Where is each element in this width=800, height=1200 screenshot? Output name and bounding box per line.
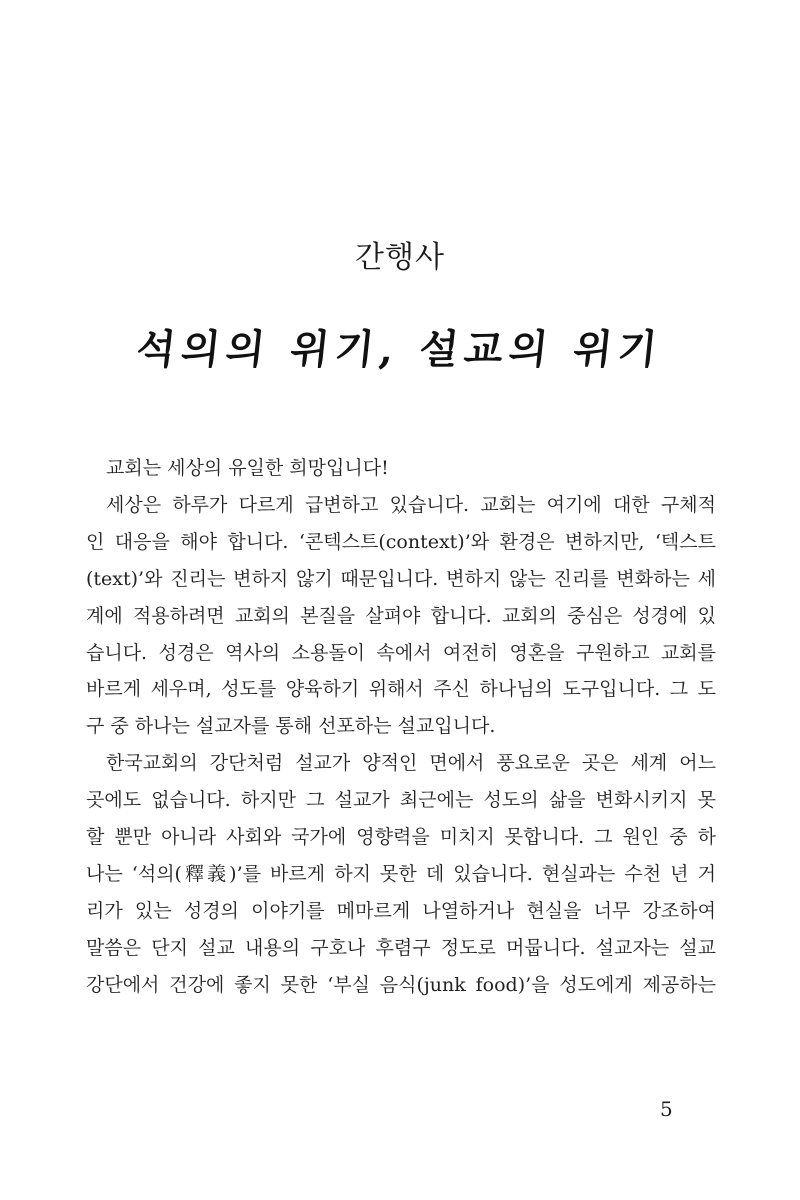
text-line: 구 중 하나는 설교자를 통해 선포하는 설교입니다. — [86, 715, 496, 738]
text-line: 인 대응을 해야 합니다. ‘콘텍스트(context)’와 환경은 변하지만, ‘텍스트 — [86, 530, 716, 553]
page-number: 5 — [660, 1097, 673, 1121]
text-line: 할 뿐만 아니라 사회와 국가에 영향력을 미치지 못합니다. 그 원인 중 하 — [86, 826, 716, 849]
text-line: (text)’와 진리는 변하지 않기 때문입니다. 변하지 않는 진리를 변화하는 세 — [86, 567, 716, 590]
text-line: 바르게 세우며, 성도를 양육하기 위해서 주신 하나님의 도구입니다. 그 도 — [86, 678, 716, 701]
text-line: 리가 있는 성경의 이야기를 메마르게 나열하거나 현실을 너무 강조하여 — [86, 899, 716, 922]
text-line: 세상은 하루가 다르게 급변하고 있습니다. 교회는 여기에 대한 구체적 — [106, 493, 716, 516]
section-label: 간행사 — [355, 240, 445, 275]
text-line: 교회는 세상의 유일한 희망입니다! — [106, 457, 389, 479]
text-line: 계에 적용하려면 교회의 본질을 살펴야 합니다. 교회의 중심은 성경에 있 — [86, 604, 716, 627]
body-text — [86, 450, 716, 1004]
text-line: 한국교회의 강단처럼 설교가 양적인 면에서 풍요로운 곳은 세계 어느 — [106, 752, 716, 775]
text-line: 말씀은 단지 설교 내용의 구호나 후렴구 정도로 머뭅니다. 설교자는 설교 — [86, 936, 716, 959]
text-line: 곳에도 없습니다. 하지만 그 설교가 최근에는 성도의 삶을 변화시키지 못 — [86, 789, 716, 812]
chapter-title: 석의의 위기, 설교의 위기 — [134, 326, 666, 373]
text-line: 습니다. 성경은 역사의 소용돌이 속에서 여전히 영혼을 구원하고 교회를 — [86, 641, 716, 664]
text-line: 나는 ‘석의(釋義)’를 바르게 하지 못한 데 있습니다. 현실과는 수천 년 거 — [86, 862, 716, 885]
text-line: 강단에서 건강에 좋지 못한 ‘부실 음식(junk food)’을 성도에게 제공하는 — [86, 973, 716, 996]
